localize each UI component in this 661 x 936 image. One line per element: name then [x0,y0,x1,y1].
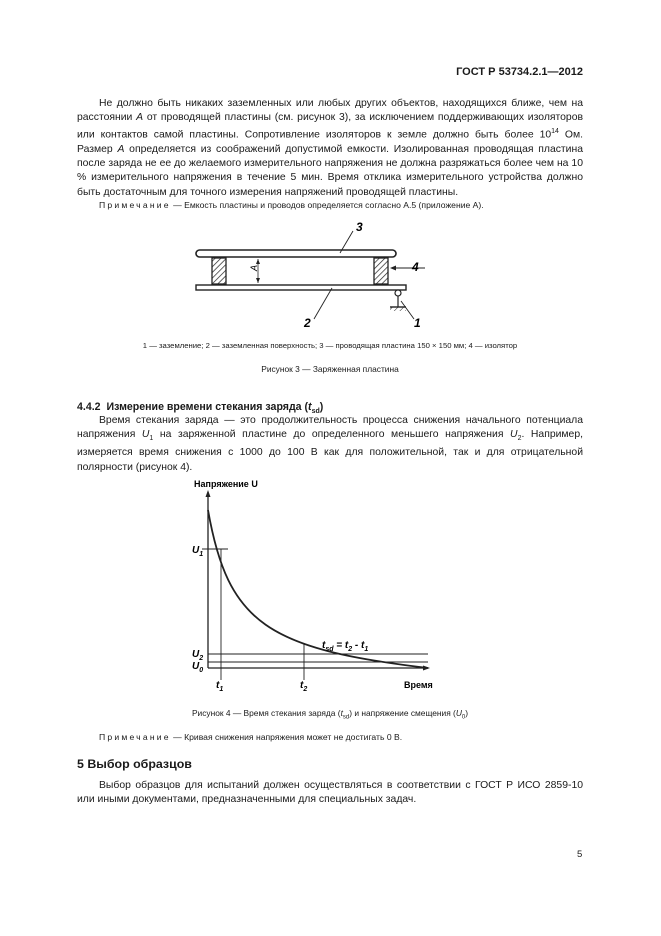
para1-text-c: Ом. Размер [77,129,583,156]
section-sub: sd [311,408,320,416]
note2-label: Примечание [99,732,171,742]
var-a2: A [117,144,125,156]
cap4-a: Рисунок 4 — Время стекания заряда ( [191,708,341,718]
paragraph-decay-time [77,414,583,475]
section-heading-5: 5 Выбор образцов [77,757,192,771]
para1-text-a: Не должно быть никаких заземленных или любых других объектов, находящихся ближе, чем на расстоянии [77,98,583,124]
cap4-u: U [455,708,462,718]
section-close: ) [319,401,324,413]
ground-node [395,290,401,296]
label-4: 4 [412,260,419,274]
dim-arrow-bottom [256,278,260,283]
para2-text-a: Время стекания заряда — это продолжительность процесса снижения начального потенциала напряжения [77,415,583,441]
note-capacitance [99,199,583,211]
cap4-b: ) и напряжение смещения ( [349,708,456,718]
note-curve [99,731,583,743]
cap4-usub: 0 [461,714,466,721]
x-axis-label: Время [404,680,433,690]
y-axis-label: Напряжение U [194,479,258,489]
decay-curve [208,510,428,668]
figure3-caption: Рисунок 3 — Заряженная пластина [261,364,399,374]
paragraph-sampling [77,779,583,807]
dim-arrow-top [256,259,260,264]
figure3-legend: 1 — заземление; 2 — заземленная поверхность; 3 — проводящая пластина 150 × 150 мм; 4 — изолятор [142,341,518,350]
label-t2: $t_2$ [300,680,308,693]
insulator-right [374,258,388,284]
label-3: 3 [356,220,363,234]
note-label: Примечание [99,200,171,210]
para2-u1-sub: 1 [149,435,154,443]
para3-text: Выбор образцов для испытаний должен осуществляться в соответствии с ГОСТ Р ИСО 2859-10 или иными документами, предназначенными для специальных задач. [77,780,583,806]
cap4-tsub: sd [342,714,350,721]
grounded-surface [196,285,406,290]
insulator-left [212,258,226,284]
para2-u1: U [141,429,150,441]
figure-charged-plate [190,215,440,330]
section-t: t [308,401,312,413]
conductive-plate [196,250,396,257]
arrow-4 [390,266,396,271]
y-axis-arrow [206,490,211,497]
dimension-label: A [249,264,259,271]
leader-2 [314,288,332,319]
exponent: 14 [551,128,559,136]
label-t1: $t_1$ [216,680,224,693]
note2-text: — Кривая снижения напряжения может не достигать 0 В. [170,732,403,742]
note1-text: — Емкость пластины и проводов определяется согласно А.5 (приложение А). [170,200,484,210]
formula-label: $t_{sd} = t_2 - t_1$ [322,640,369,653]
cap4-c: ) [465,708,469,718]
section-title: Измерение времени стекания заряда ( [106,401,309,413]
page-number: 5 [577,849,583,860]
label-u0: $U_0$ [192,661,204,674]
para2-text-c: . Например, измеряется время снижения с 1000 до 100 В как для положительной, так и для отрицательной полярности (рисунок 4). [77,429,583,473]
label-2: 2 [304,316,311,330]
figure4-caption [77,708,583,721]
para1-text-b: от проводящей пластины (см. рисунок 3), за исключением поддерживающих изоляторов или контактов самой пластины. Сопротивление изоляторов к земле должно быть более 10 [77,112,584,141]
cap4-t: t [340,708,343,718]
section-number: 4.4.2 [77,401,101,413]
paragraph-isolation [77,97,583,200]
figure-decay-curve [188,474,448,699]
para2-text-b: на заряженной пластине до определенного меньшего напряжения [153,429,511,441]
para2-u2: U [510,429,518,441]
para2-u2-sub: 2 [517,435,522,443]
document-id: ГОСТ Р 53734.2.1—2012 [456,66,583,78]
section-heading-4-4-2 [77,401,323,415]
var-a: A [136,112,144,124]
ground-hatch [390,307,406,311]
label-u2: $U_2$ [192,649,204,662]
para1-text-d: определяется из соображений допустимой емкости. Изолированная проводящая пластина после заряда не ее до желаемого измерительного напряжения не должна разряжаться более чем на 10 % измерительного напряжения в течение 5 мин. Время отклика измерительного устройства должно быть достаточным для точного измерения напряжений проводящей пластины. [77,144,583,198]
label-u1: $U_1$ [192,545,204,558]
label-1: 1 [414,316,421,330]
